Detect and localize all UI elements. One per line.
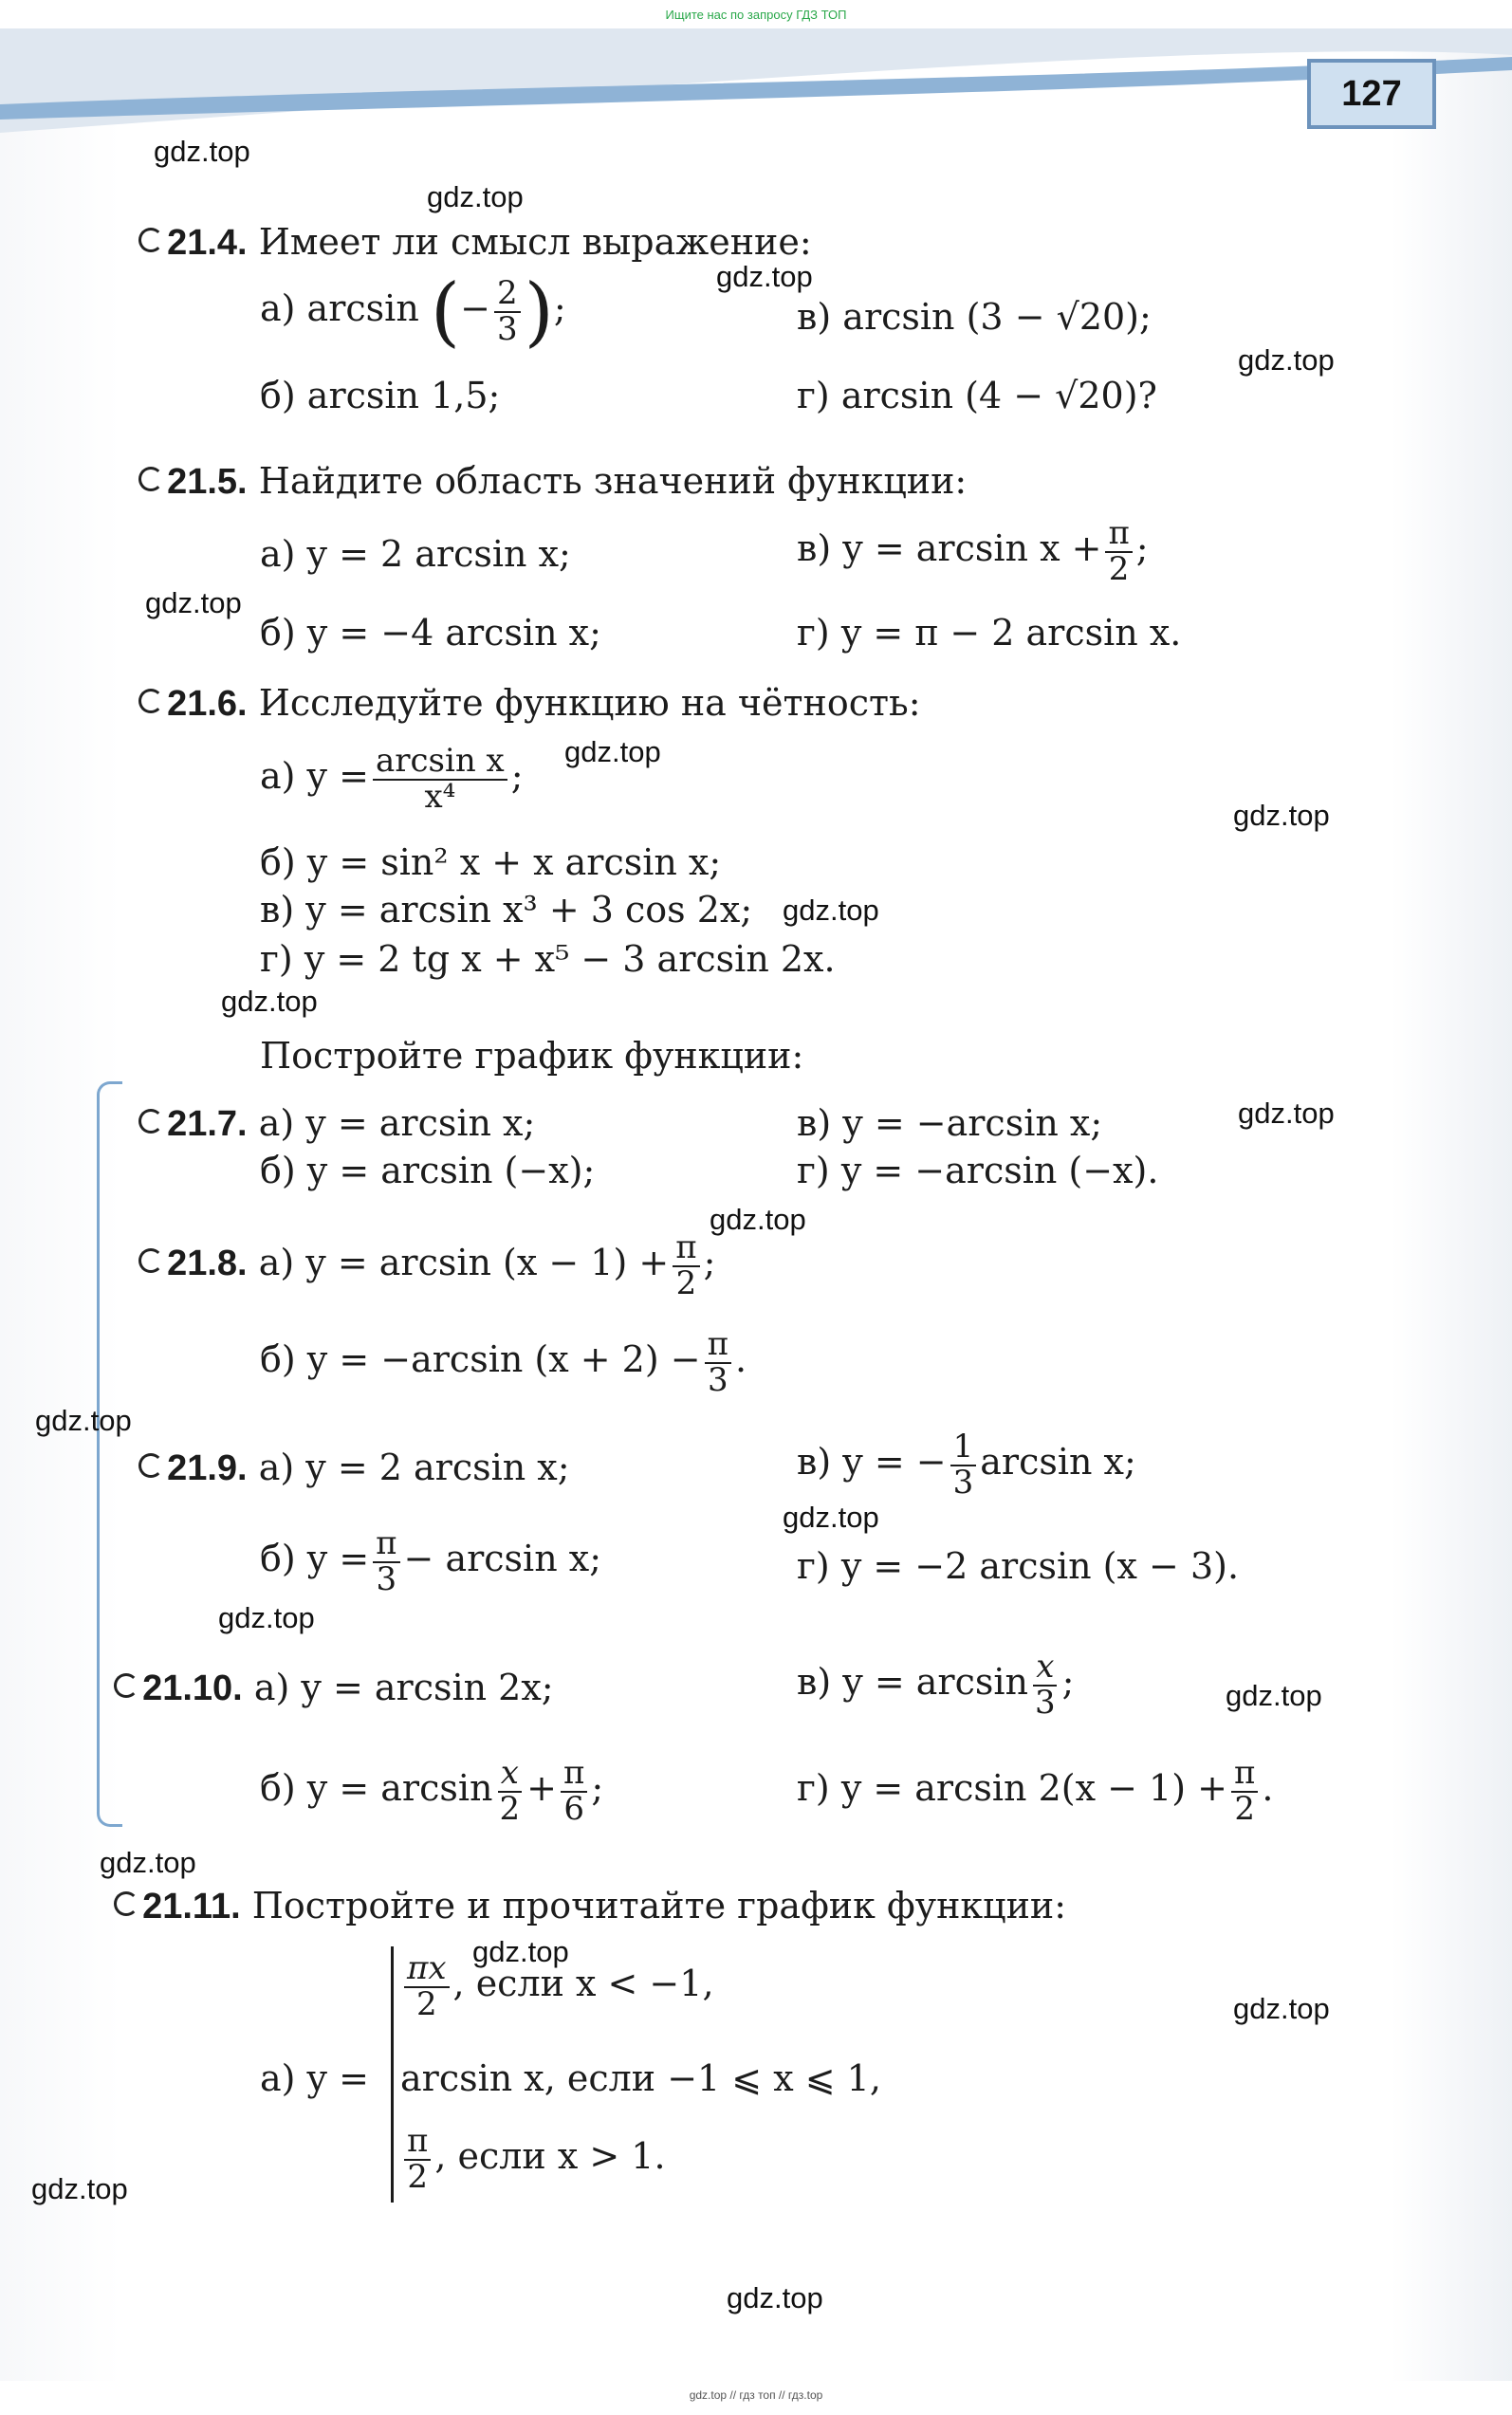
denominator: 2 [407,2157,428,2196]
case-condition: , если x > 1. [434,2135,666,2178]
numerator: π [373,1527,399,1563]
expression: б) y = [260,1538,370,1580]
fraction [950,1430,977,1500]
problem-21-10-b [260,1754,604,1828]
expression: в) y = − [797,1441,947,1484]
circle-marker-icon [138,1109,163,1134]
problem-number: 21.8. [167,1244,248,1284]
problem-21-4-a: а) arcsin (− $\frac{2}{3}$ ); [260,267,566,356]
numerator: π [561,1757,587,1793]
denominator: 6 [563,1789,584,1828]
problem-21-5-a: а) y = 2 arcsin x; [260,533,571,575]
case-condition: , если x < −1, [452,1963,714,2005]
denominator: 3 [376,1559,397,1598]
watermark: gdz.top [1238,343,1335,377]
fraction [673,1228,699,1302]
problem-number: 21.6. [167,684,248,724]
denominator: 3 [707,1360,728,1399]
problem-text: Имеет ли смысл выражение: [258,221,812,263]
numerator: π [1231,1757,1258,1793]
denominator: 2 [1108,549,1130,588]
problem-21-4-b: б) arcsin 1,5; [260,375,501,416]
item-a: а) y = arcsin 2x; [253,1667,554,1708]
numerator: arcsin x [373,745,507,781]
problem-text: Постройте и прочитайте график функции: [251,1885,1067,1926]
expression: а) y = arcsin (x − 1) + [258,1242,670,1284]
problem-number: 21.9. [167,1448,248,1488]
watermark: gdz.top [710,1203,806,1236]
period: . [1262,1767,1274,1810]
problem-text: Исследуйте функцию на чётность: [258,682,921,724]
watermark: gdz.top [35,1404,132,1437]
fraction [404,2122,431,2196]
numerator: π [673,1231,699,1267]
semicolon: ; [591,1767,604,1810]
fraction [705,1325,731,1399]
fraction [373,742,507,816]
problem-21-6-title [138,682,921,724]
fraction [494,274,521,348]
circle-marker-icon [138,689,163,713]
problem-text: Найдите область значений функции: [258,460,968,502]
case-3 [400,2122,666,2196]
plot-heading: Постройте график функции: [260,1035,804,1077]
problem-21-9-v [797,1430,1136,1500]
numerator: x [498,1757,522,1793]
expression: в) y = arcsin [797,1661,1028,1704]
problem-21-4-g: г) arcsin (4 − √20)? [797,375,1157,416]
numerator: π [404,2125,431,2161]
item-a: а) y = arcsin x; [258,1102,536,1144]
bottom-banner: gdz.top // гдз топ // гдз.top [689,2388,823,2402]
expression: б) y = arcsin [260,1767,493,1810]
problem-number: 21.4. [167,223,248,263]
expression-end: arcsin x; [980,1441,1136,1484]
problem-number: 21.11. [142,1887,241,1926]
expression: а) y = [260,755,369,798]
numerator: π [705,1328,731,1364]
item-a: а) y = 2 arcsin x; [258,1447,570,1488]
problem-number: 21.5. [167,462,248,502]
semicolon: ; [1061,1661,1075,1704]
close-paren: ) [524,267,554,356]
denominator: 3 [496,309,518,348]
watermark: gdz.top [427,180,524,213]
problem-21-5-b: б) y = −4 arcsin x; [260,612,601,654]
header-band [0,28,1512,152]
semicolon: ; [703,1242,716,1284]
denominator: x⁴ [424,777,456,816]
problem-21-10-g [797,1754,1274,1828]
fraction [404,1949,450,2023]
numerator: πx [404,1952,450,1988]
expression: в) y = arcsin x + [797,527,1102,570]
semicolon: ; [553,287,566,330]
problem-21-7-a [138,1102,536,1144]
watermark: gdz.top [1238,1097,1335,1130]
top-banner: Ищите нас по запросу ГДЗ ТОП [665,8,847,22]
watermark: gdz.top [783,1501,879,1534]
arcsin-label: а) arcsin [260,287,419,330]
watermark: gdz.top [472,1935,569,1968]
problem-21-8-a [138,1228,716,1302]
problem-21-7-g: г) y = −arcsin (−x). [797,1150,1159,1191]
expression: г) y = arcsin 2(x − 1) + [797,1767,1227,1810]
period: . [734,1338,747,1381]
circle-marker-icon [114,1891,138,1916]
watermark: gdz.top [100,1846,196,1879]
problem-21-5-v [797,514,1149,588]
numerator: x [1033,1650,1057,1687]
problem-21-10-v [797,1650,1074,1720]
problem-21-4-title [138,221,812,263]
problem-21-5-title [138,460,968,502]
watermark: gdz.top [1233,799,1330,832]
expression: б) y = −arcsin (x + 2) − [260,1338,701,1381]
problem-21-7-v: в) y = −arcsin x; [797,1102,1103,1144]
watermark: gdz.top [727,2281,823,2314]
fraction [373,1524,399,1598]
circle-marker-icon [138,467,163,491]
circle-marker-icon [138,228,163,252]
fraction [1032,1650,1059,1720]
numerator: 2 [494,277,521,313]
semicolon: ; [510,755,524,798]
watermark: gdz.top [783,894,879,927]
fraction [1105,514,1132,588]
problem-number: 21.10. [142,1668,243,1708]
fraction [561,1754,587,1828]
problem-21-6-v: в) y = arcsin x³ + 3 cos 2x; [260,889,753,931]
fraction [496,1754,523,1828]
page-number: 127 [1307,59,1436,129]
problem-number: 21.7. [167,1104,248,1144]
plus-sign: + [526,1767,557,1810]
watermark: gdz.top [564,735,661,768]
problem-21-10-a [114,1669,554,1706]
problem-21-11-a-label: а) y = [260,2057,369,2099]
watermark: gdz.top [716,260,813,293]
denominator: 2 [1234,1789,1255,1828]
problem-21-6-g: г) y = 2 tg x + x⁵ − 3 arcsin 2x. [260,938,836,980]
watermark: gdz.top [1233,1992,1330,2025]
problem-21-9-b [260,1524,601,1598]
denominator: 3 [1035,1683,1056,1722]
watermark: gdz.top [1226,1679,1322,1712]
watermark: gdz.top [154,135,250,168]
problem-21-5-g: г) y = π − 2 arcsin x. [797,612,1182,654]
group-bracket [97,1081,122,1827]
watermark: gdz.top [218,1601,315,1634]
numerator: π [1105,517,1132,553]
denominator: 2 [675,1263,697,1302]
denominator: 2 [499,1789,521,1828]
watermark: gdz.top [145,586,242,619]
circle-marker-icon [114,1673,138,1698]
problem-21-4-v: в) arcsin (3 − √20); [797,296,1152,338]
problem-21-9-a [138,1449,570,1486]
fraction [1231,1754,1258,1828]
case-2: arcsin x, если −1 ⩽ x ⩽ 1, [400,2057,881,2099]
watermark: gdz.top [221,985,318,1018]
denominator: 3 [952,1463,974,1502]
semicolon: ; [1135,527,1149,570]
numerator: 1 [950,1430,977,1466]
open-paren: ( [430,267,461,356]
problem-21-7-b: б) y = arcsin (−x); [260,1150,596,1191]
circle-marker-icon [138,1453,163,1478]
watermark: gdz.top [31,2172,128,2205]
problem-21-6-a [260,742,524,816]
expression-end: − arcsin x; [403,1538,601,1580]
denominator: 2 [415,1984,437,2023]
problem-21-11-title [114,1885,1067,1926]
problem-21-6-b: б) y = sin² x + x arcsin x; [260,841,722,883]
problem-21-8-b [260,1325,747,1399]
circle-marker-icon [138,1248,163,1273]
problem-21-9-g: г) y = −2 arcsin (x − 3). [797,1545,1240,1587]
